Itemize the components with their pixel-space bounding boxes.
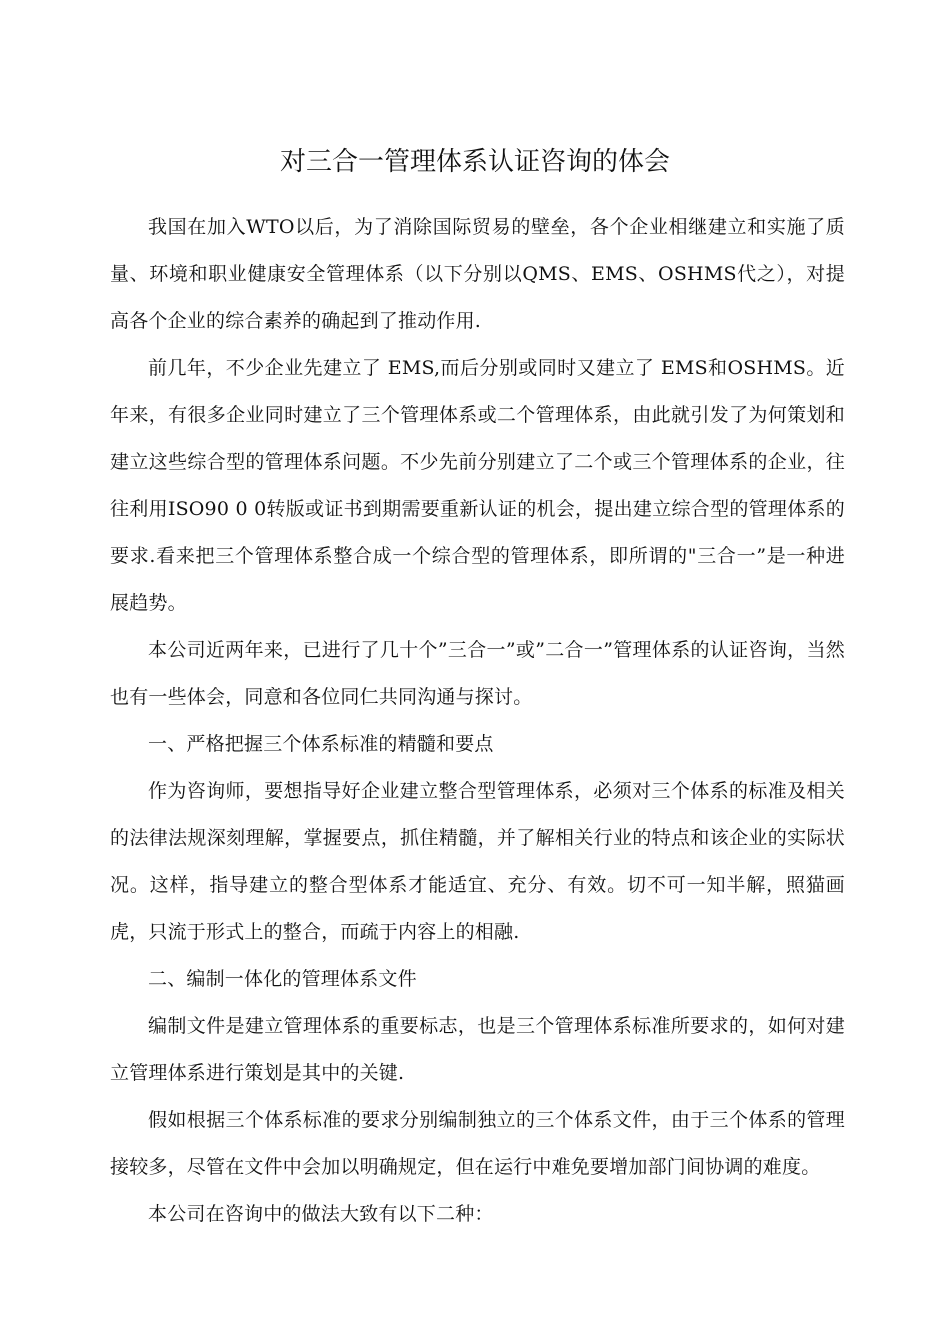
paragraph-consultant-role: 作为咨询师，要想指导好企业建立整合型管理体系，必须对三个体系的标准及相关的法律法规深刻理解，掌握要点，抓住精髓，并了解相关行业的特点和该企业的实际状况。这样，指导建立的整合型体系才能适宜、充分、有效。切不可一知半解，照猫画虎，只流于形式上的整合，而疏于内容上的相融. bbox=[110, 780, 845, 943]
document-title: 对三合一管理体系认证咨询的体会 bbox=[279, 147, 670, 177]
paragraph-company-experience: 本公司近两年来，已进行了几十个”三合一”或”二合一”管理体系的认证咨询，当然也有一些体会，同意和各位同仁共同沟通与探讨。 bbox=[110, 639, 845, 708]
paragraph-document-writing: 编制文件是建立管理体系的重要标志，也是三个管理体系标准所要求的，如何对建立管理体系进行策划是其中的关键. bbox=[110, 1015, 845, 1084]
paragraph-trend: 前几年，不少企业先建立了 EMS,而后分别或同时又建立了 EMS和OSHMS。近年来，有很多企业同时建立了三个管理体系或二个管理体系，由此就引发了为何策划和建立这些综合型的管理体系问题。不少先前分别建立了二个或三个管理体系的企业，往往利用ISO90 0 0转版或证书到期需要重新认证的机会，提出建立综合型的管理体系的要求.看来把三个管理体系整合成一个综合型的管理体系，即所谓的"三合一”是一种进展趋势。 bbox=[110, 357, 845, 614]
document-body bbox=[110, 204, 845, 1238]
paragraph-separate-documents: 假如根据三个体系标准的要求分别编制独立的三个体系文件，由于三个体系的管理接较多，尽管在文件中会加以明确规定，但在运行中难免要增加部门间协调的难度。 bbox=[110, 1109, 845, 1178]
section-heading-1: 一、严格把握三个体系标准的精髓和要点 bbox=[148, 733, 494, 755]
paragraph-company-approach: 本公司在咨询中的做法大致有以下二种： bbox=[148, 1203, 494, 1225]
paragraph-intro: 我国在加入WTO以后，为了消除国际贸易的壁垒，各个企业相继建立和实施了质量、环境和职业健康安全管理体系（以下分别以QMS、EMS、OSHMS代之），对提高各个企业的综合素养的确起到了推动作用. bbox=[110, 216, 845, 332]
section-heading-2: 二、编制一体化的管理体系文件 bbox=[148, 968, 417, 990]
